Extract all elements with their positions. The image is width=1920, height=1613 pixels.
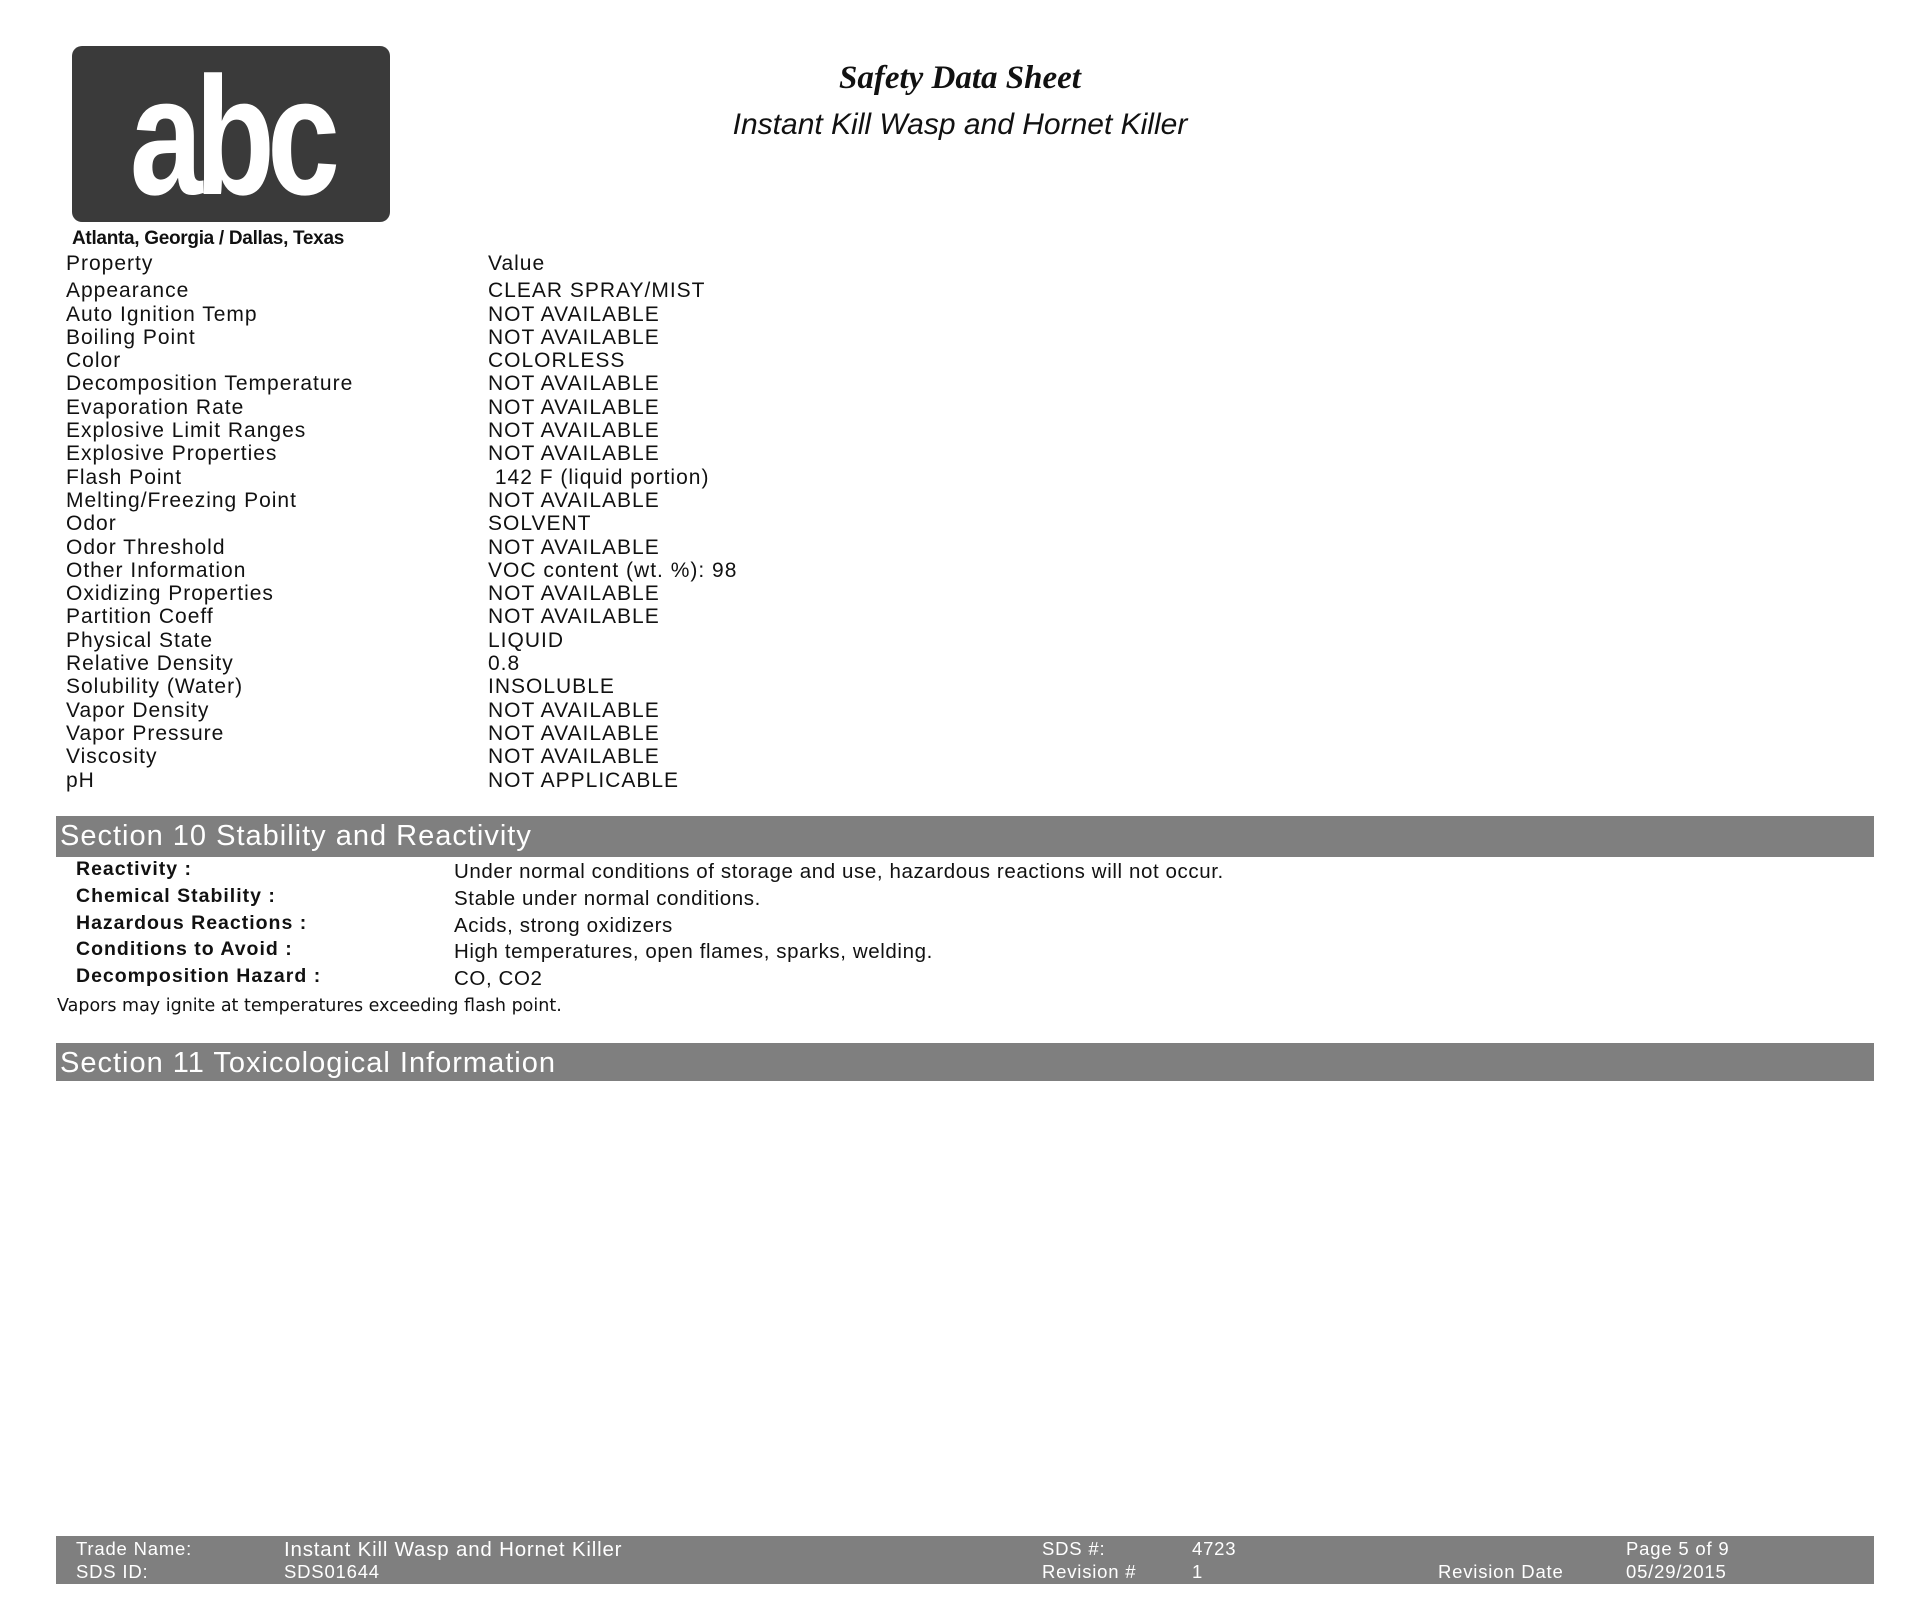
property-name: Odor Threshold <box>66 535 226 559</box>
page-footer <box>56 1536 1874 1584</box>
property-value: NOT AVAILABLE <box>488 582 660 606</box>
property-name: Physical State <box>66 628 214 652</box>
property-name: Melting/Freezing Point <box>66 488 297 512</box>
property-value: NOT AVAILABLE <box>488 325 660 349</box>
property-name: Appearance <box>66 279 190 303</box>
property-name: Explosive Properties <box>66 442 278 466</box>
property-name: Auto Ignition Temp <box>66 302 258 326</box>
sds-number-value: 4723 <box>1192 1538 1237 1559</box>
property-value: NOT AVAILABLE <box>488 442 660 466</box>
property-value: NOT AVAILABLE <box>488 302 660 326</box>
trade-name-value: Instant Kill Wasp and Hornet Killer <box>284 1538 623 1561</box>
property-name: Viscosity <box>66 745 158 769</box>
revision-date-label: Revision Date <box>1438 1561 1564 1582</box>
property-value: NOT AVAILABLE <box>488 372 660 396</box>
sds-number-label: SDS #: <box>1042 1538 1106 1559</box>
property-name: Boiling Point <box>66 325 196 349</box>
property-value: NOT AVAILABLE <box>488 419 660 443</box>
property-value: INSOLUBLE <box>488 675 615 699</box>
property-name: Other Information <box>66 558 247 582</box>
property-value: NOT AVAILABLE <box>488 745 660 769</box>
property-value: NOT AVAILABLE <box>488 698 660 722</box>
company-logo <box>72 42 390 230</box>
property-name: Explosive Limit Ranges <box>66 419 307 443</box>
property-value: 142 F (liquid portion) <box>488 465 710 489</box>
revision-label: Revision # <box>1042 1561 1137 1582</box>
property-value: COLORLESS <box>488 349 626 373</box>
revision-date-value: 05/29/2015 <box>1626 1561 1727 1582</box>
stability-value: Stable under normal conditions. <box>454 887 761 910</box>
document-title: Safety Data Sheet <box>839 60 1081 96</box>
property-name: Solubility (Water) <box>66 675 244 699</box>
sds-id-value: SDS01644 <box>284 1561 380 1582</box>
stability-label: Hazardous Reactions : <box>76 912 308 934</box>
stability-label: Conditions to Avoid : <box>76 938 293 960</box>
property-name: Vapor Pressure <box>66 721 225 745</box>
stability-value: Under normal conditions of storage and use, hazardous reactions will not occur. <box>454 860 1224 883</box>
section-10-note: Vapors may ignite at temperatures exceeding flash point. <box>57 996 562 1016</box>
stability-label: Chemical Stability : <box>76 885 276 907</box>
property-name: Oxidizing Properties <box>66 582 274 606</box>
company-locations: Atlanta, Georgia / Dallas, Texas <box>72 228 344 249</box>
property-name: Relative Density <box>66 652 234 676</box>
stability-label: Reactivity : <box>76 858 193 880</box>
property-value: VOC content (wt. %): 98 <box>488 558 738 582</box>
logo-text: abc <box>129 42 333 230</box>
property-value: NOT AVAILABLE <box>488 395 660 419</box>
property-name: Partition Coeff <box>66 605 214 629</box>
value-column-header: Value <box>488 252 546 275</box>
stability-value: CO, CO2 <box>454 967 543 990</box>
property-value: SOLVENT <box>488 512 592 536</box>
property-value: 0.8 <box>488 652 521 676</box>
property-value: NOT AVAILABLE <box>488 605 660 629</box>
property-value: LIQUID <box>488 628 565 652</box>
section-11-heading: Section 11 Toxicological Information <box>56 1043 1874 1081</box>
property-name: Decomposition Temperature <box>66 372 354 396</box>
property-value: NOT AVAILABLE <box>488 721 660 745</box>
trade-name-label: Trade Name: <box>76 1538 193 1559</box>
property-name: Odor <box>66 512 117 536</box>
stability-label: Decomposition Hazard : <box>76 965 322 987</box>
sds-id-label: SDS ID: <box>76 1561 149 1582</box>
product-name: Instant Kill Wasp and Hornet Killer <box>732 108 1188 141</box>
property-value: NOT AVAILABLE <box>488 535 660 559</box>
property-column-header: Property <box>66 252 154 275</box>
revision-value: 1 <box>1192 1561 1204 1582</box>
property-name: Color <box>66 349 122 373</box>
stability-value: High temperatures, open flames, sparks, welding. <box>454 940 933 963</box>
property-name: pH <box>66 768 95 792</box>
property-value: CLEAR SPRAY/MIST <box>488 279 706 303</box>
property-name: Evaporation Rate <box>66 395 245 419</box>
property-value: NOT APPLICABLE <box>488 768 680 792</box>
property-name: Flash Point <box>66 465 183 489</box>
section-10-heading: Section 10 Stability and Reactivity <box>56 816 1874 857</box>
stability-value: Acids, strong oxidizers <box>454 914 673 937</box>
property-name: Vapor Density <box>66 698 210 722</box>
property-value: NOT AVAILABLE <box>488 488 660 512</box>
page-number: Page 5 of 9 <box>1626 1538 1730 1559</box>
